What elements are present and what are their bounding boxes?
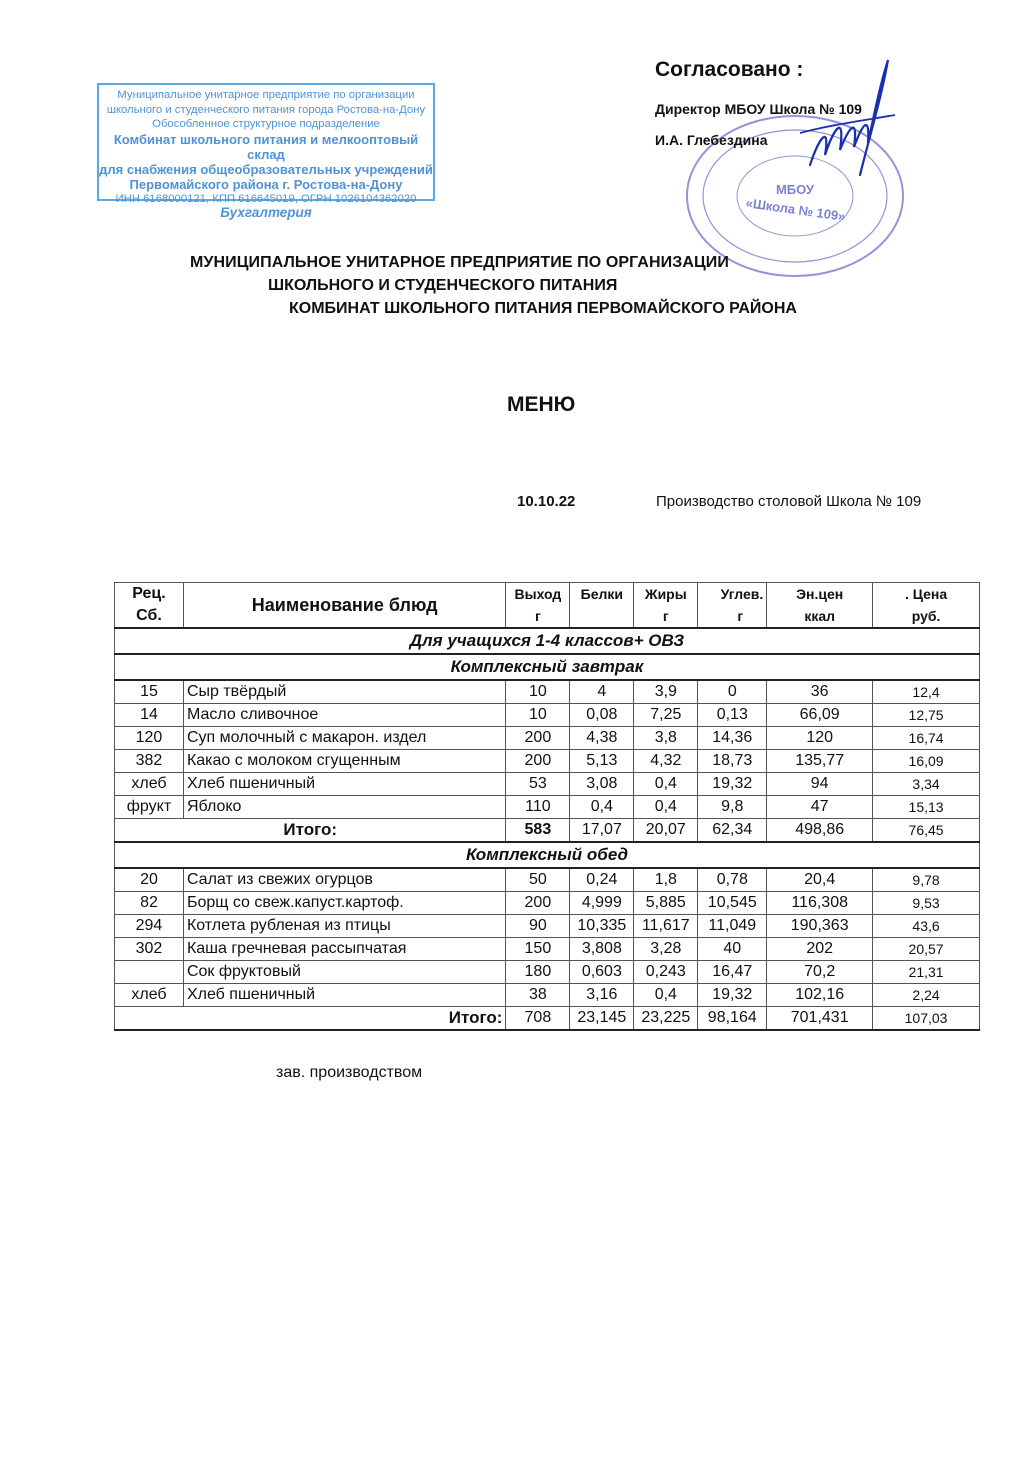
dish-name: Сыр твёрдый <box>183 680 505 704</box>
director-name: И.А. Глебездина <box>655 132 768 148</box>
dish-carbs: 14,36 <box>698 727 767 750</box>
header-fat: Жиры г <box>634 583 698 629</box>
table-row <box>115 773 980 796</box>
dish-energy: 190,363 <box>767 915 873 938</box>
dish-fat: 7,25 <box>634 704 698 727</box>
dish-rec: 15 <box>115 680 184 704</box>
dish-fat: 4,32 <box>634 750 698 773</box>
header-rec: Рец. Сб. <box>115 583 184 629</box>
dish-protein: 3,808 <box>570 938 634 961</box>
dish-protein: 5,13 <box>570 750 634 773</box>
dish-yield: 50 <box>506 868 570 892</box>
dish-price: 2,24 <box>873 984 980 1007</box>
dish-carbs: 9,8 <box>698 796 767 819</box>
total-energy: 701,431 <box>767 1007 873 1031</box>
dish-name: Суп молочный с макарон. издел <box>183 727 505 750</box>
header-protein: Белки <box>570 583 634 629</box>
dish-fat: 0,4 <box>634 796 698 819</box>
total-fat: 23,225 <box>634 1007 698 1031</box>
dish-name: Какао с молоком сгущенным <box>183 750 505 773</box>
dish-carbs: 0,13 <box>698 704 767 727</box>
production-manager-note: зав. производством <box>276 1064 423 1081</box>
total-fat: 20,07 <box>634 819 698 843</box>
total-yield: 708 <box>506 1007 570 1031</box>
dish-yield: 53 <box>506 773 570 796</box>
breakfast-title-row <box>115 654 980 680</box>
dish-rec: 302 <box>115 938 184 961</box>
total-energy: 498,86 <box>767 819 873 843</box>
total-label: Итого: <box>115 819 506 843</box>
dish-fat: 3,28 <box>634 938 698 961</box>
dish-yield: 110 <box>506 796 570 819</box>
dish-protein: 3,08 <box>570 773 634 796</box>
dish-price: 12,4 <box>873 680 980 704</box>
approval-title: Согласовано : <box>655 58 804 81</box>
stamp-line: Бухгалтерия <box>220 205 312 221</box>
dish-name: Хлеб пшеничный <box>183 773 505 796</box>
lunch-total-row <box>115 1007 980 1031</box>
dish-yield: 10 <box>506 680 570 704</box>
dish-fat: 0,4 <box>634 773 698 796</box>
dish-fat: 0,4 <box>634 984 698 1007</box>
dish-energy: 47 <box>767 796 873 819</box>
dish-price: 9,53 <box>873 892 980 915</box>
header-price: . Цена руб. <box>873 583 980 629</box>
header-name: Наименование блюд <box>183 583 505 629</box>
dish-protein: 4,999 <box>570 892 634 915</box>
header-yield: Выход г <box>506 583 570 629</box>
stamp-line: Первомайского района г. Ростова-на-Дону <box>129 176 403 192</box>
dish-energy: 120 <box>767 727 873 750</box>
director-title: Директор МБОУ Школа № 109 <box>655 101 862 117</box>
table-row <box>115 892 980 915</box>
lunch-title: Комплексный обед <box>115 842 980 868</box>
dish-carbs: 18,73 <box>698 750 767 773</box>
dish-protein: 0,603 <box>570 961 634 984</box>
dish-carbs: 40 <box>698 938 767 961</box>
total-protein: 17,07 <box>570 819 634 843</box>
total-carbs: 98,164 <box>698 1007 767 1031</box>
table-row <box>115 750 980 773</box>
stamp-line: школьного и студенческого питания города Ростова-на-Дону <box>106 103 426 116</box>
total-yield: 583 <box>506 819 570 843</box>
dish-price: 16,09 <box>873 750 980 773</box>
accounting-stamp <box>97 83 435 221</box>
dish-price: 12,75 <box>873 704 980 727</box>
table-row <box>115 796 980 819</box>
dish-name: Хлеб пшеничный <box>183 984 505 1007</box>
dish-name: Борщ со свеж.капуст.картоф. <box>183 892 505 915</box>
dish-rec <box>115 961 184 984</box>
dish-rec: 382 <box>115 750 184 773</box>
dish-energy: 94 <box>767 773 873 796</box>
total-price: 76,45 <box>873 819 980 843</box>
dish-yield: 150 <box>506 938 570 961</box>
dish-rec: 82 <box>115 892 184 915</box>
lunch-title-row <box>115 842 980 868</box>
dish-carbs: 11,049 <box>698 915 767 938</box>
dish-energy: 102,16 <box>767 984 873 1007</box>
dish-protein: 0,08 <box>570 704 634 727</box>
dish-carbs: 0,78 <box>698 868 767 892</box>
org-heading-line1: МУНИЦИПАЛЬНОЕ УНИТАРНОЕ ПРЕДПРИЯТИЕ ПО ОРГАНИЗАЦИИ <box>190 254 729 271</box>
dish-rec: фрукт <box>115 796 184 819</box>
total-carbs: 62,34 <box>698 819 767 843</box>
dish-rec: хлеб <box>115 773 184 796</box>
table-row <box>115 984 980 1007</box>
dish-fat: 5,885 <box>634 892 698 915</box>
table-row <box>115 938 980 961</box>
dish-price: 20,57 <box>873 938 980 961</box>
table-row <box>115 727 980 750</box>
header-energy: Эн.цен ккал <box>767 583 873 629</box>
dish-fat: 11,617 <box>634 915 698 938</box>
table-row <box>115 680 980 704</box>
dish-rec: 14 <box>115 704 184 727</box>
stamp-line: ИНН 6168000121, КПП 616645019, ОГРН 1026104362020 <box>115 192 417 205</box>
dish-rec: 294 <box>115 915 184 938</box>
dish-rec: хлеб <box>115 984 184 1007</box>
dish-name: Котлета рубленая из птицы <box>183 915 505 938</box>
menu-table <box>114 582 980 1031</box>
dish-price: 15,13 <box>873 796 980 819</box>
dish-protein: 0,24 <box>570 868 634 892</box>
dish-energy: 202 <box>767 938 873 961</box>
dish-yield: 200 <box>506 750 570 773</box>
dish-energy: 116,308 <box>767 892 873 915</box>
header-carbs: Углев. г <box>698 583 767 629</box>
dish-energy: 20,4 <box>767 868 873 892</box>
total-price: 107,03 <box>873 1007 980 1031</box>
table-row <box>115 915 980 938</box>
breakfast-rows <box>115 680 980 819</box>
dish-name: Каша гречневая рассыпчатая <box>183 938 505 961</box>
total-label: Итого: <box>115 1007 506 1031</box>
production-label: Производство столовой Школа № 109 <box>656 493 922 510</box>
dish-protein: 4 <box>570 680 634 704</box>
dish-protein: 0,4 <box>570 796 634 819</box>
stamp-line: Муниципальное унитарное предприятие по организации <box>117 89 415 101</box>
round-stamp-line1: МБОУ <box>775 182 815 197</box>
dish-price: 9,78 <box>873 868 980 892</box>
dish-yield: 180 <box>506 961 570 984</box>
dish-protein: 10,335 <box>570 915 634 938</box>
dish-rec: 20 <box>115 868 184 892</box>
dish-fat: 3,8 <box>634 727 698 750</box>
dish-protein: 4,38 <box>570 727 634 750</box>
breakfast-title: Комплексный завтрак <box>115 654 980 680</box>
dish-rec: 120 <box>115 727 184 750</box>
dish-carbs: 19,32 <box>698 984 767 1007</box>
dish-energy: 135,77 <box>767 750 873 773</box>
table-row <box>115 868 980 892</box>
dish-carbs: 10,545 <box>698 892 767 915</box>
group-title-row <box>115 628 980 654</box>
dish-name: Масло сливочное <box>183 704 505 727</box>
dish-yield: 200 <box>506 727 570 750</box>
dish-carbs: 16,47 <box>698 961 767 984</box>
dish-energy: 66,09 <box>767 704 873 727</box>
dish-price: 21,31 <box>873 961 980 984</box>
dish-fat: 1,8 <box>634 868 698 892</box>
table-row <box>115 704 980 727</box>
dish-energy: 70,2 <box>767 961 873 984</box>
stamp-line: Комбинат школьного питания и мелкооптовый склад <box>113 131 419 162</box>
dish-fat: 3,9 <box>634 680 698 704</box>
dish-name: Салат из свежих огурцов <box>183 868 505 892</box>
menu-title: МЕНЮ <box>507 393 576 416</box>
dish-energy: 36 <box>767 680 873 704</box>
dish-yield: 90 <box>506 915 570 938</box>
dish-price: 16,74 <box>873 727 980 750</box>
dish-carbs: 19,32 <box>698 773 767 796</box>
menu-date: 10.10.22 <box>517 493 576 510</box>
signature-icon <box>790 55 900 185</box>
dish-yield: 200 <box>506 892 570 915</box>
dish-yield: 38 <box>506 984 570 1007</box>
breakfast-total-row <box>115 819 980 843</box>
dish-name: Сок фруктовый <box>183 961 505 984</box>
total-protein: 23,145 <box>570 1007 634 1031</box>
org-heading-line2: ШКОЛЬНОГО И СТУДЕНЧЕСКОГО ПИТАНИЯ <box>268 277 618 294</box>
dish-carbs: 0 <box>698 680 767 704</box>
dish-yield: 10 <box>506 704 570 727</box>
org-heading-line3: КОМБИНАТ ШКОЛЬНОГО ПИТАНИЯ ПЕРВОМАЙСКОГО РАЙОНА <box>289 300 797 317</box>
table-header-row <box>115 583 980 629</box>
dish-price: 43,6 <box>873 915 980 938</box>
group-title: Для учащихся 1-4 классов+ ОВЗ <box>115 628 980 654</box>
lunch-rows <box>115 868 980 1007</box>
dish-protein: 3,16 <box>570 984 634 1007</box>
dish-price: 3,34 <box>873 773 980 796</box>
stamp-line: Обособленное структурное подразделение <box>152 118 380 131</box>
table-row <box>115 961 980 984</box>
dish-fat: 0,243 <box>634 961 698 984</box>
dish-name: Яблоко <box>183 796 505 819</box>
round-stamp-line2: «Школа № 109» <box>744 195 847 224</box>
stamp-line: для снабжения общеобразовательных учреждений <box>99 161 433 177</box>
